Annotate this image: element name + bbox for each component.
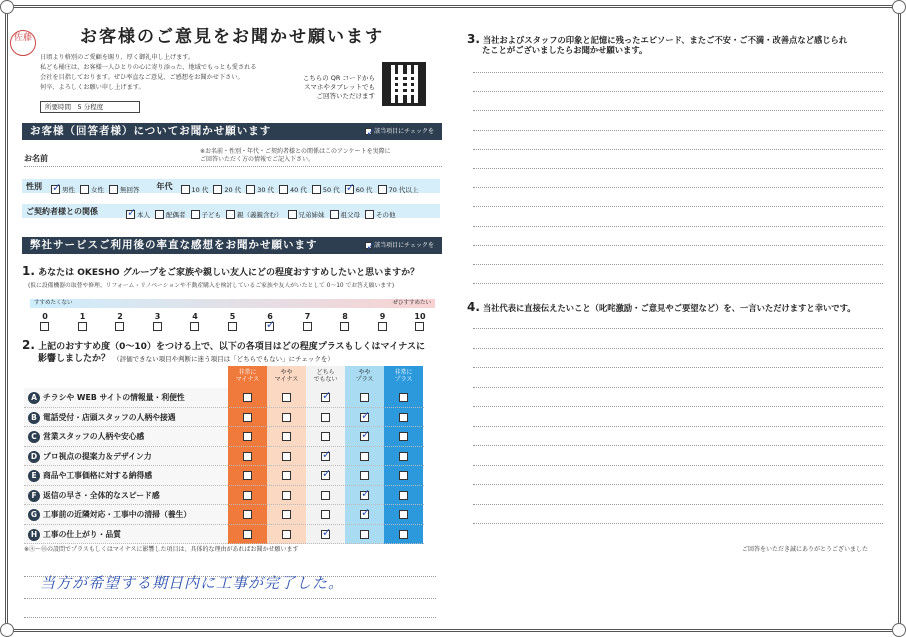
rating-checkbox[interactable]	[243, 452, 252, 461]
qr-code-icon[interactable]	[382, 62, 426, 106]
checkbox[interactable]	[312, 185, 321, 194]
question-3: 3. 当社およびスタッフの印象と記憶に残ったエピソード、またご不安・ご不満・改善点など感じられ	[467, 32, 848, 46]
rating-checkbox[interactable]	[399, 413, 408, 422]
evaluation-item	[28, 451, 152, 463]
answer-line	[473, 130, 883, 131]
option-label: 70 代以上	[388, 185, 419, 194]
scale-checkbox[interactable]	[153, 322, 162, 331]
time-required-label: 所要時間 5 分程度	[40, 101, 140, 113]
scale-number: 2	[117, 312, 123, 321]
checkbox[interactable]	[191, 210, 200, 219]
answer-line	[473, 264, 883, 265]
item-letter-icon: E	[28, 470, 40, 482]
thanks-message: ご回答をいただき誠にありがとうございました	[742, 546, 869, 553]
evaluation-row	[24, 505, 424, 525]
item-label: 電話受付・店頭スタッフの人柄や接遇	[43, 412, 176, 422]
evaluation-row	[24, 486, 424, 506]
answer-line	[473, 168, 883, 169]
checkbox[interactable]	[365, 210, 374, 219]
option-ages-6[interactable]	[378, 185, 419, 195]
rating-checkbox[interactable]	[399, 432, 408, 441]
rating-checkbox[interactable]	[360, 491, 369, 500]
checkbox[interactable]	[155, 210, 164, 219]
rating-checkbox[interactable]	[321, 393, 330, 402]
option-ages-4[interactable]	[312, 185, 340, 195]
option-label: 10 代	[191, 185, 209, 194]
item-label: 営業スタッフの人柄や安心感	[43, 432, 145, 441]
evaluation-row	[24, 466, 424, 486]
rating-checkbox[interactable]	[243, 491, 252, 500]
rating-checkbox[interactable]	[399, 452, 408, 461]
item-letter-icon: D	[28, 451, 40, 463]
gender-age-row: 性別 ✓ 男性 女性 無回答 年代 10 代 20 代 30 代 40 代 50 代✓ 60 代 70 代以上	[22, 179, 440, 193]
scale-number: 7	[304, 312, 311, 321]
answer-line	[473, 187, 883, 188]
answer-line	[473, 504, 883, 505]
rating-checkbox[interactable]	[282, 413, 291, 422]
checkbox[interactable]	[330, 210, 339, 219]
scale-number: 5	[229, 312, 236, 321]
recommend-scale	[30, 312, 435, 332]
answer-line	[473, 426, 883, 427]
checkbox[interactable]	[109, 185, 118, 194]
checkbox[interactable]	[378, 185, 387, 194]
option-ages-1[interactable]	[213, 185, 241, 195]
rating-checkbox[interactable]	[243, 393, 252, 402]
evaluation-row	[24, 388, 424, 408]
name-label: お名前	[24, 154, 48, 163]
option-label: 子ども	[201, 210, 221, 219]
rating-checkbox[interactable]	[243, 471, 252, 480]
evaluation-row	[24, 525, 424, 545]
item-label: チラシや WEB サイトの情報量・利便性	[43, 393, 185, 402]
evaluation-item	[28, 470, 152, 482]
name-line	[24, 166, 442, 167]
rating-checkbox[interactable]	[282, 452, 291, 461]
option-ages-5[interactable]	[345, 185, 373, 195]
rating-checkbox[interactable]	[243, 510, 252, 519]
option-gender-0[interactable]	[51, 185, 75, 195]
rating-checkbox[interactable]	[321, 413, 330, 422]
scale-checkbox[interactable]	[303, 322, 312, 331]
rating-column-header: 非常に マイナス	[235, 369, 260, 383]
option-relations-6[interactable]	[365, 210, 396, 220]
option-relations-4[interactable]	[288, 210, 325, 220]
scale-number: 0	[42, 312, 48, 321]
item-letter-icon: C	[28, 431, 40, 443]
section1-header: お客様（回答者様）についてお聞かせ願います ✓ 該当項目にチェックを	[22, 123, 442, 140]
rating-checkbox[interactable]	[321, 471, 330, 480]
item-label: 工事前の近隣対応・工事中の清掃（養生）	[43, 510, 192, 519]
answer-line	[473, 348, 883, 349]
option-ages-2[interactable]	[246, 185, 274, 195]
qr-caption: こちらの QR コードから スマホやタブレットでも ご回答いただけます	[302, 74, 375, 100]
rating-checkbox[interactable]	[282, 491, 291, 500]
rating-checkbox[interactable]	[282, 530, 291, 539]
evaluation-item	[28, 509, 191, 521]
rating-checkbox[interactable]	[243, 413, 252, 422]
checkbox[interactable]	[51, 185, 60, 194]
handwritten-answer[interactable]: 当方が希望する期日内に工事が完了した。	[40, 574, 345, 592]
option-label: 本人	[137, 210, 150, 219]
evaluation-row	[24, 427, 424, 447]
option-label: 親（義親含む）	[237, 210, 283, 219]
rating-checkbox[interactable]	[321, 452, 330, 461]
answer-line	[473, 245, 883, 246]
scale-number: 9	[379, 312, 386, 321]
option-label: 祖父母	[340, 210, 360, 219]
answer-line	[473, 206, 883, 207]
scale-number: 6	[267, 312, 273, 321]
check-icon	[365, 128, 372, 135]
rating-checkbox[interactable]	[282, 510, 291, 519]
scale-checkbox[interactable]	[190, 322, 199, 331]
answer-line	[473, 91, 883, 92]
rating-checkbox[interactable]	[321, 491, 330, 500]
rating-checkbox[interactable]	[399, 393, 408, 402]
checkbox[interactable]	[226, 210, 235, 219]
rating-column-header: やや プラス	[355, 369, 374, 383]
rating-checkbox[interactable]	[282, 471, 291, 480]
evaluation-item	[28, 431, 144, 443]
evaluation-item	[28, 529, 121, 541]
corner-ornament	[892, 623, 906, 637]
checkbox[interactable]	[345, 185, 354, 194]
answer-line	[473, 406, 883, 407]
option-label: 女性	[91, 185, 104, 194]
answer-line	[473, 387, 883, 388]
rating-checkbox[interactable]	[282, 432, 291, 441]
rating-checkbox[interactable]	[399, 510, 408, 519]
answer-line	[473, 445, 883, 446]
option-label: 50 代	[322, 185, 340, 194]
option-relations-3[interactable]	[226, 210, 283, 220]
rating-checkbox[interactable]	[321, 510, 330, 519]
scale-checkbox[interactable]	[78, 322, 87, 331]
item-label: 商品や工事価格に対する納得感	[43, 471, 153, 480]
evaluation-row	[24, 447, 424, 467]
reason-line	[24, 617, 436, 618]
option-ages-3[interactable]	[279, 185, 307, 195]
evaluation-item	[28, 392, 185, 404]
rating-checkbox[interactable]	[360, 393, 369, 402]
question-2: 2. 上記のおすすめ度（0～10）をつける上で、以下の各項目はどの程度プラスもしくはマイナスに	[22, 338, 425, 352]
rating-checkbox[interactable]	[399, 491, 408, 500]
scale-number: 10	[414, 312, 426, 321]
evaluation-item	[28, 490, 160, 502]
option-label: 40 代	[290, 185, 307, 194]
answer-line	[473, 328, 883, 329]
option-label: 男性	[62, 185, 75, 194]
checkbox[interactable]	[80, 185, 89, 194]
answer-line	[473, 523, 883, 524]
answer-line	[473, 465, 883, 466]
scale-checkbox[interactable]	[415, 322, 424, 331]
question-4: 4. 当社代表に直接伝えたいこと（叱咤激励・ご意見やご要望など）を、一言いただけますと幸いです。	[467, 300, 856, 314]
scale-number: 1	[79, 312, 86, 321]
item-label: 工事の仕上がり・品質	[43, 529, 121, 539]
scale-checkbox[interactable]	[228, 322, 237, 331]
rating-column-header: どちら でもない	[313, 369, 338, 383]
item-letter-icon: B	[28, 412, 40, 424]
question-2-line2: 影響しましたか？ （評価できない項目や判断に迷う項目は「どちらでもない」にチェックを）	[38, 354, 334, 364]
reason-line	[24, 598, 436, 599]
rating-checkbox[interactable]	[321, 530, 330, 539]
answer-line	[473, 149, 883, 150]
answer-line	[473, 283, 883, 284]
option-label: 20 代	[224, 185, 242, 194]
rating-column-header: 非常に プラス	[394, 369, 413, 383]
rating-checkbox[interactable]	[360, 432, 369, 441]
rating-checkbox[interactable]	[360, 530, 369, 539]
rating-column-header: やや マイナス	[274, 369, 299, 383]
rating-checkbox[interactable]	[360, 452, 369, 461]
scale-checkbox[interactable]	[378, 322, 387, 331]
option-gender-2[interactable]	[109, 185, 140, 195]
rating-checkbox[interactable]	[399, 530, 408, 539]
relation-row: ご契約者様との関係 ✓ 本人 配偶者 子ども 親（義親含む） 兄弟姉妹 祖父母 その他	[22, 204, 440, 218]
checkbox[interactable]	[279, 185, 288, 194]
answer-line	[473, 367, 883, 368]
name-note: ※お名前・性別・年代・ご契約者様との関係はこのアンケートを実際に ご回答いただく方の情報でご記入下さい。	[200, 148, 391, 163]
option-gender-1[interactable]	[80, 185, 104, 195]
question-3-line2: たことがございましたらお聞かせ願います。	[482, 45, 648, 55]
option-label: 配偶者	[166, 210, 186, 219]
rating-checkbox[interactable]	[360, 413, 369, 422]
rating-checkbox[interactable]	[360, 510, 369, 519]
scale-number: 3	[154, 312, 161, 321]
scale-number: 8	[342, 312, 348, 321]
scale-number: 4	[192, 312, 198, 321]
item-label: 返信の早さ・全体的なスピード感	[43, 490, 160, 500]
rating-checkbox[interactable]	[282, 393, 291, 402]
corner-ornament	[0, 0, 14, 14]
rating-checkbox[interactable]	[321, 432, 330, 441]
answer-line	[473, 110, 883, 111]
option-label: 30 代	[257, 185, 275, 194]
option-label: 60 代	[355, 185, 373, 194]
checkbox[interactable]	[246, 185, 255, 194]
answer-line	[473, 72, 883, 73]
question-1-note: (仮に設備機器の取替や修理、リフォーム・リノベーションや不動産購入を検討しているご家族や友人がいたとして 0～10 でお答え願います)	[28, 283, 395, 289]
scale-checkbox[interactable]	[340, 322, 349, 331]
checkbox[interactable]	[126, 210, 135, 219]
checkbox[interactable]	[288, 210, 297, 219]
option-relations-2[interactable]	[191, 210, 222, 220]
rating-checkbox[interactable]	[360, 471, 369, 480]
scale-checkbox[interactable]	[115, 322, 124, 331]
option-relations-1[interactable]	[155, 210, 186, 220]
scale-checkbox[interactable]	[265, 322, 274, 331]
evaluation-row	[24, 408, 424, 428]
option-relations-0[interactable]	[126, 210, 150, 220]
item-label: プロ視点の提案力＆デザイン力	[43, 451, 152, 461]
option-label: 兄弟姉妹	[298, 210, 325, 219]
option-ages-0[interactable]	[181, 185, 209, 195]
checkbox[interactable]	[213, 185, 222, 194]
corner-ornament	[0, 623, 14, 637]
item-letter-icon: G	[28, 509, 40, 521]
section2-header: 弊社サービスご利用後の率直な感想をお聞かせ願います ✓ 該当項目にチェックを	[22, 237, 442, 254]
answer-line	[473, 226, 883, 227]
page-title: お客様のご意見をお聞かせ願います	[80, 27, 384, 47]
answer-line	[473, 484, 883, 485]
rating-checkbox[interactable]	[399, 471, 408, 480]
item-letter-icon: H	[28, 529, 40, 541]
corner-ornament	[892, 0, 906, 14]
check-icon	[365, 242, 372, 249]
evaluation-item	[28, 412, 176, 424]
option-label: その他	[376, 210, 396, 219]
rating-checkbox[interactable]	[243, 530, 252, 539]
recommend-scale-bar: すすめたくない ぜひすすめたい	[30, 299, 435, 308]
rating-checkbox[interactable]	[243, 432, 252, 441]
item-letter-icon: F	[28, 490, 40, 502]
item-letter-icon: A	[28, 392, 40, 404]
question-1: 1. あなたは OKESHO グループをご家族や親しい友人にどの程度おすすめしたいと思いますか？	[22, 264, 420, 278]
evaluation-footnote: ※Ⓐ～Ⓗの設問でプラスもしくはマイナスに影響した項目は、具体的な理由があればお聞かせ願います	[24, 546, 299, 553]
checkbox[interactable]	[181, 185, 190, 194]
scale-checkbox[interactable]	[40, 322, 49, 331]
name-seal-stamp: 佐藤	[10, 30, 36, 56]
intro-text: 日頃より格別のご愛顧を賜り、厚く御礼申し上げます。 私ども桶庄は、お客様一人ひとりの心に寄り添った、地域でもっとも愛される 会社を目指しております。ぜひ率直なご意見、ご感想をお聞かせ下さい。 何卒、よろしくお願い申し上げます。	[40, 54, 257, 91]
option-relations-5[interactable]	[330, 210, 361, 220]
option-label: 無回答	[120, 185, 140, 194]
